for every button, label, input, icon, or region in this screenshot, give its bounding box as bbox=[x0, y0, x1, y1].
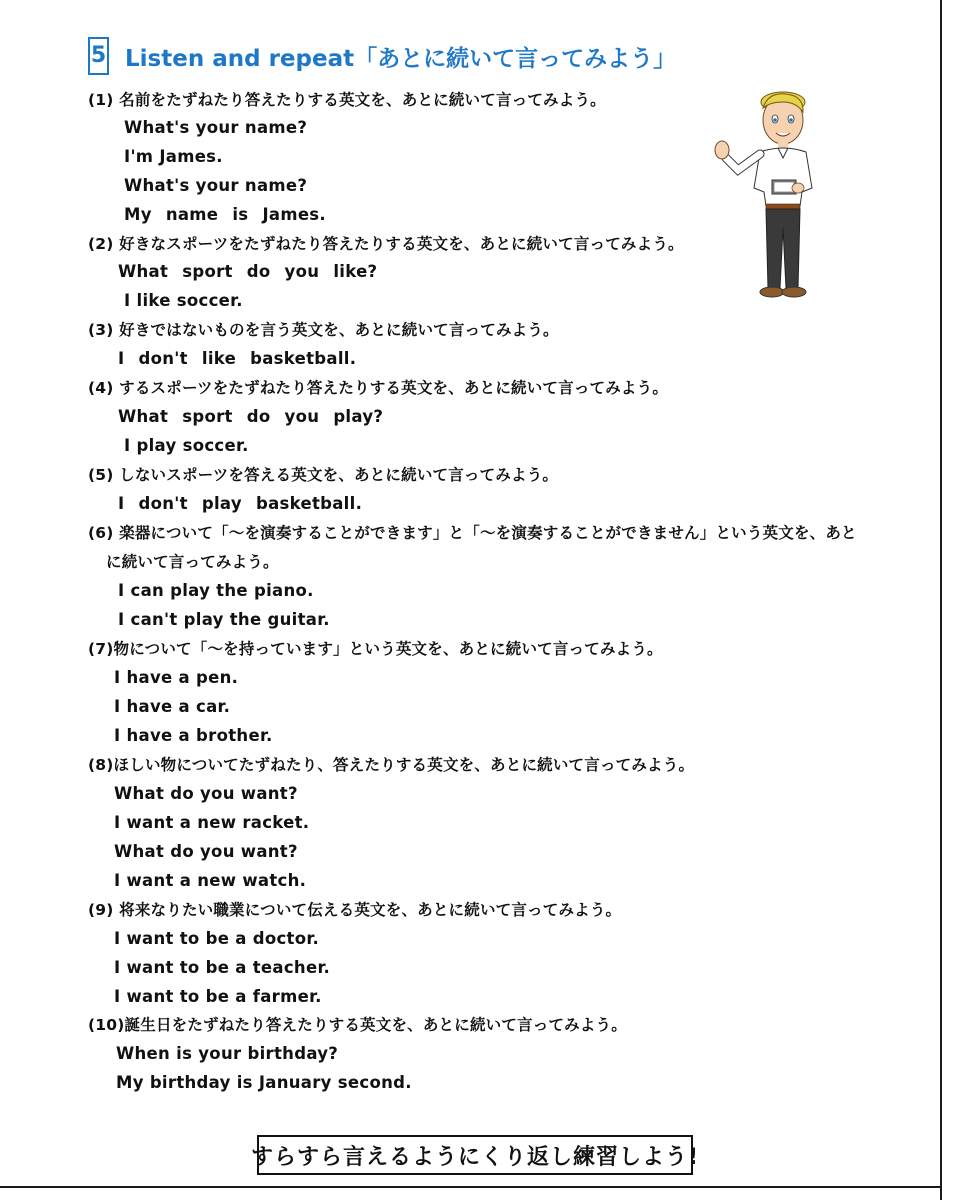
section-number: 5 bbox=[88, 37, 109, 75]
english-sentence: I like soccer. bbox=[124, 291, 243, 310]
teacher-illustration bbox=[708, 88, 828, 308]
english-sentence: When is your birthday? bbox=[116, 1044, 339, 1063]
english-sentence: My name is James. bbox=[124, 205, 326, 224]
english-sentence: I can play the piano. bbox=[118, 581, 314, 600]
english-sentence: I can't play the guitar. bbox=[118, 610, 330, 629]
english-sentence: I have a brother. bbox=[114, 726, 273, 745]
english-sentence: What sport do you play? bbox=[118, 407, 384, 426]
english-sentence: I want to be a doctor. bbox=[114, 929, 320, 948]
question-label: (4) するスポーツをたずねたり答えたりする英文を、あとに続いて言ってみよう。 bbox=[88, 379, 669, 397]
question-label: (9) 将来なりたい職業について伝える英文を、あとに続いて言ってみよう。 bbox=[88, 901, 622, 919]
question-label: (6) 楽器について「～を演奏することができます」と「～を演奏することができません」という英文を、あと bbox=[88, 524, 857, 542]
english-sentence: I don't play basketball. bbox=[118, 494, 363, 513]
english-sentence: I want a new racket. bbox=[114, 813, 310, 832]
question-label: (3) 好きではないものを言う英文を、あとに続いて言ってみよう。 bbox=[88, 321, 559, 339]
question-label: (10)誕生日をたずねたり答えたりする英文を、あとに続いて言ってみよう。 bbox=[88, 1016, 627, 1034]
english-sentence: What do you want? bbox=[114, 784, 298, 803]
question-label: (5) しないスポーツを答える英文を、あとに続いて言ってみよう。 bbox=[88, 466, 559, 484]
english-sentence: What's your name? bbox=[124, 118, 308, 137]
english-sentence: I want to be a teacher. bbox=[114, 958, 331, 977]
question-label-continued: に続いて言ってみよう。 bbox=[106, 553, 279, 571]
english-sentence: I have a car. bbox=[114, 697, 231, 716]
english-sentence: I'm James. bbox=[124, 147, 223, 166]
english-sentence: My birthday is January second. bbox=[116, 1073, 412, 1092]
english-sentence: I play soccer. bbox=[124, 436, 249, 455]
question-label: (1) 名前をたずねたり答えたりする英文を、あとに続いて言ってみよう。 bbox=[88, 91, 606, 109]
practice-reminder: すらすら言えるようにくり返し練習しよう! bbox=[257, 1135, 693, 1175]
english-sentence: I have a pen. bbox=[114, 668, 239, 687]
page-border-bottom bbox=[0, 1186, 942, 1188]
english-sentence: I want to be a farmer. bbox=[114, 987, 322, 1006]
section-title-text: Listen and repeat「あとに続いて言ってみよう」 bbox=[125, 45, 677, 72]
question-label: (2) 好きなスポーツをたずねたり答えたりする英文を、あとに続いて言ってみよう。 bbox=[88, 235, 684, 253]
english-sentence: What do you want? bbox=[114, 842, 298, 861]
question-label: (8)ほしい物についてたずねたり、答えたりする英文を、あとに続いて言ってみよう。 bbox=[88, 756, 695, 774]
english-sentence: What sport do you like? bbox=[118, 262, 378, 281]
page-border-right bbox=[940, 0, 942, 1200]
english-sentence: I don't like basketball. bbox=[118, 349, 357, 368]
english-sentence: What's your name? bbox=[124, 176, 308, 195]
section-title bbox=[88, 36, 676, 76]
english-sentence: I want a new watch. bbox=[114, 871, 307, 890]
question-label: (7)物について「～を持っています」という英文を、あとに続いて言ってみよう。 bbox=[88, 640, 663, 658]
